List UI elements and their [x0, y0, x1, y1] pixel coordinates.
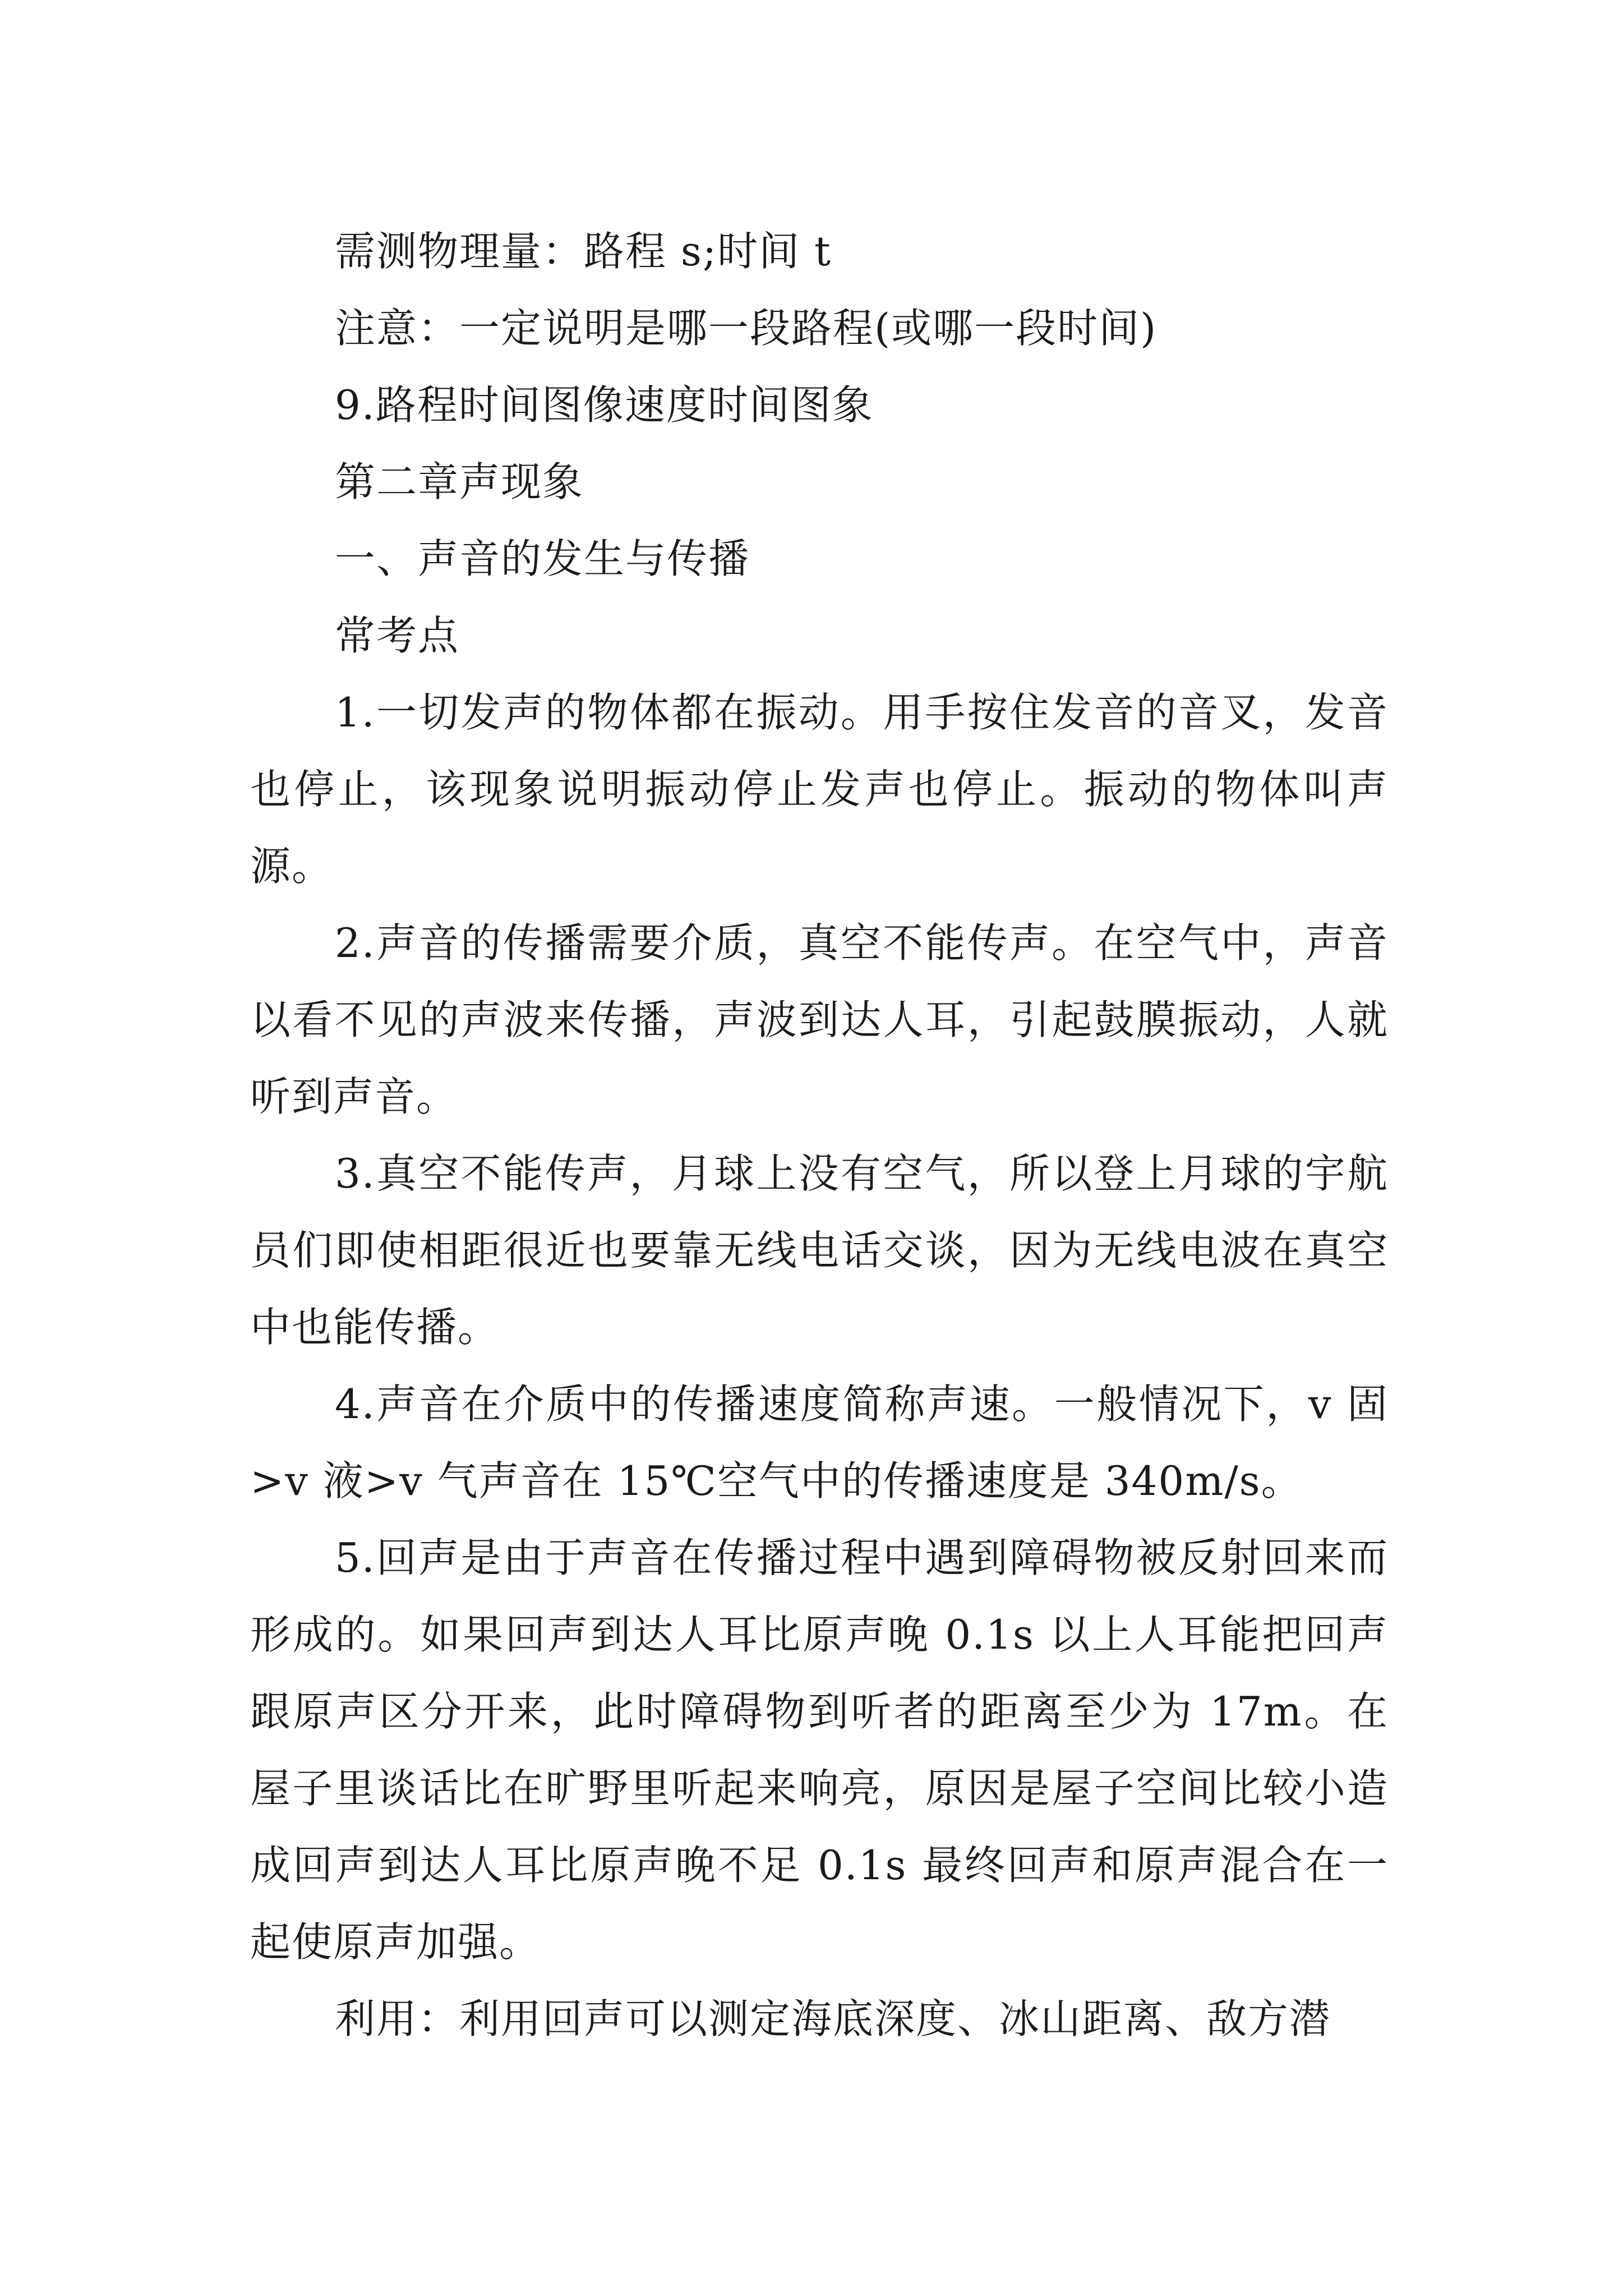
paragraph-note: 注意：一定说明是哪一段路程(或哪一段时间): [335, 305, 1158, 352]
section-heading: 一、声音的发生与传播: [335, 535, 750, 582]
paragraph-quantities: 需测物理量：路程 s;时间 t: [335, 228, 832, 275]
paragraph-point-1: 1.一切发声的物体都在振动。用手按住发音的音叉，发音也停止，该现象说明振动停止发声也停止。振动的物体叫声源。: [250, 689, 1389, 890]
paragraph-usage: 利用：利用回声可以测定海底深度、冰山距离、敌方潜: [335, 1995, 1331, 2042]
document-body: [250, 213, 1389, 2058]
paragraph-point-3: 3.真空不能传声，月球上没有空气，所以登上月球的宇航员们即使相距很近也要靠无线电话交谈，因为无线电波在真空中也能传播。: [250, 1150, 1389, 1351]
paragraph-graphs: 9.路程时间图像速度时间图象: [335, 381, 874, 429]
paragraph-point-4: 4.声音在介质中的传播速度简称声速。一般情况下，v 固>v 液>v 气声音在 15℃空气中的传播速度是 340m/s。: [250, 1381, 1389, 1504]
paragraph-point-5: 5.回声是由于声音在传播过程中遇到障碍物被反射回来而形成的。如果回声到达人耳比原声晚 0.1s 以上人耳能把回声跟原声区分开来，此时障碍物到听者的距离至少为 17m。在屋子里谈话比在旷野里听起来响亮，原因是屋子空间比较小造成回声到达人耳比原声晚不足 0.1s 最终回声和原声混合在一起使原声加强。: [250, 1534, 1389, 1966]
subsection-heading: 常考点: [335, 612, 460, 659]
paragraph-point-2: 2.声音的传播需要介质，真空不能传声。在空气中，声音以看不见的声波来传播，声波到达人耳，引起鼓膜振动，人就听到声音。: [250, 919, 1389, 1120]
chapter-heading: 第二章声现象: [335, 458, 584, 505]
